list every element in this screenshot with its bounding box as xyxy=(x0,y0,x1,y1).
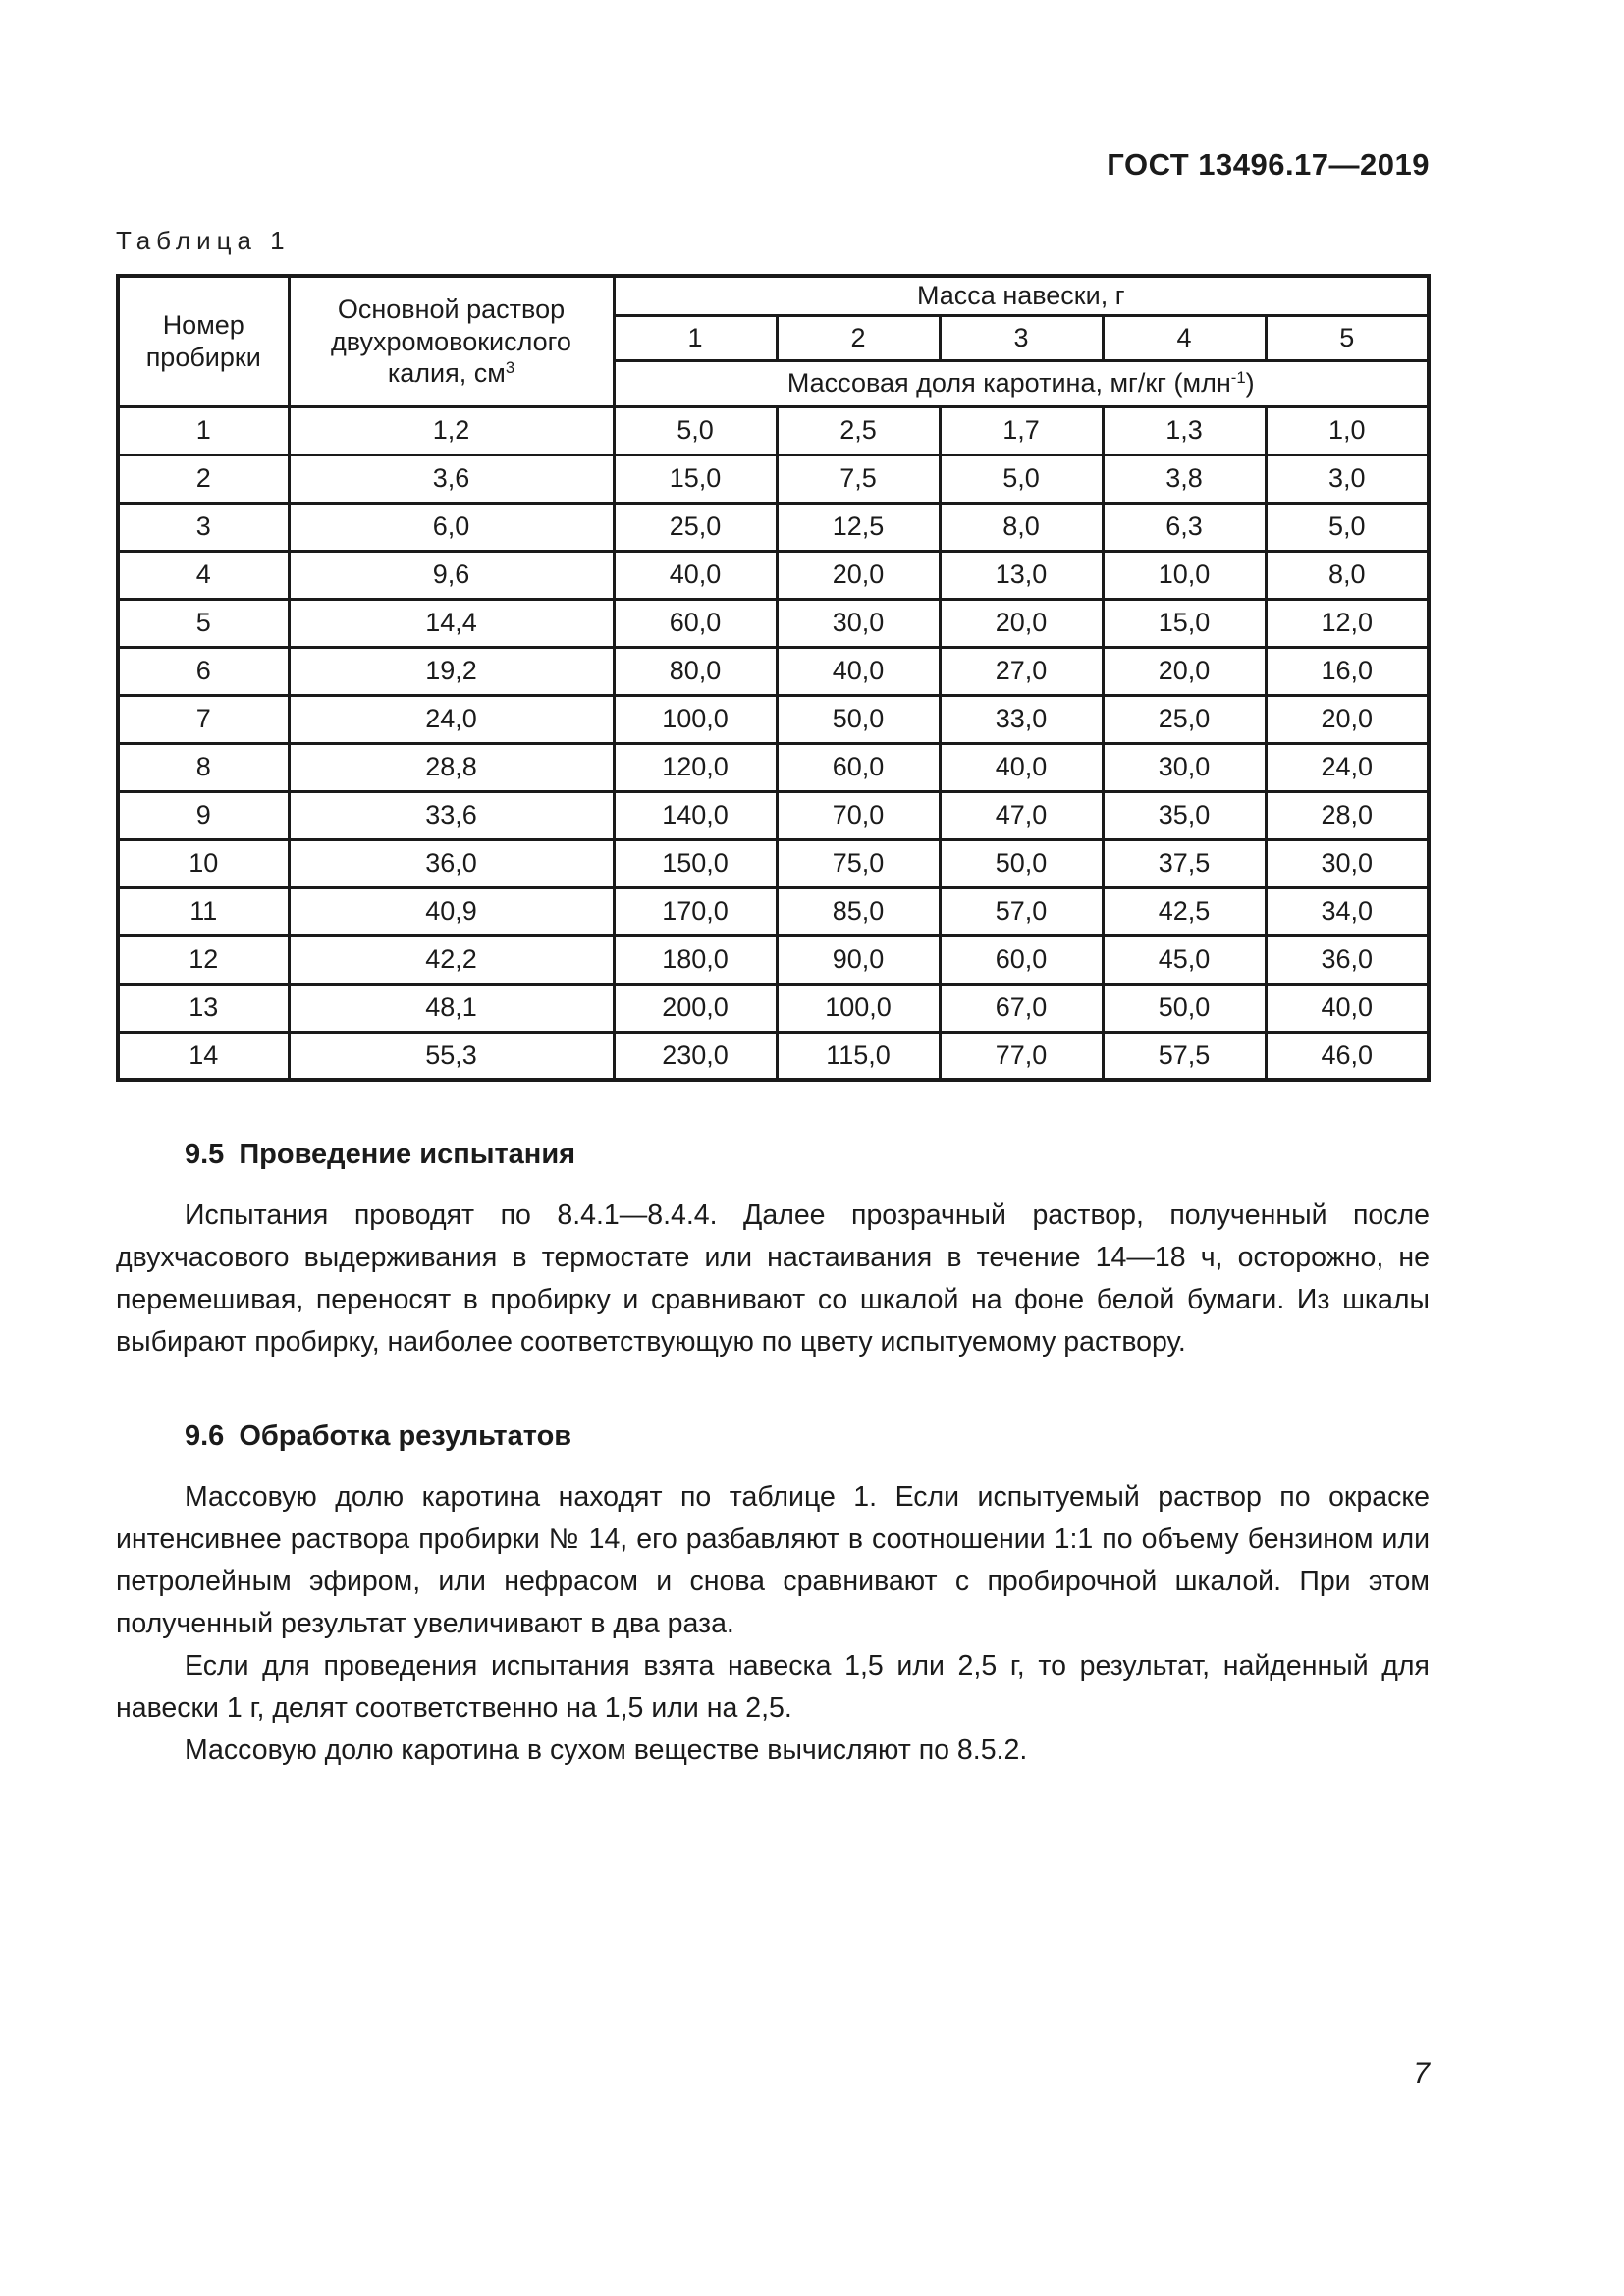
cell-value: 5,0 xyxy=(1266,503,1429,551)
cell-value: 33,6 xyxy=(289,791,614,839)
cell-value: 60,0 xyxy=(940,935,1103,984)
base-solution-text: Основной раствор двухромовокислого калия, см xyxy=(331,294,571,388)
sub-header-carotene xyxy=(614,360,1429,406)
cell-value: 25,0 xyxy=(1103,695,1266,743)
table-row xyxy=(118,1032,1429,1080)
section-9-6-paragraph-2: Если для проведения испытания взята навеска 1,5 или 2,5 г, то результат, найденный для навески 1 г, делят соответственно на 1,5 или на 2,5. xyxy=(116,1650,1430,1724)
cell-value: 5,0 xyxy=(940,454,1103,503)
cell-value: 42,5 xyxy=(1103,887,1266,935)
table-row xyxy=(118,984,1429,1032)
cell-value: 42,2 xyxy=(289,935,614,984)
col-header-mass-3: 3 xyxy=(940,315,1103,360)
cell-tube-number: 6 xyxy=(118,647,289,695)
section-9-6-paragraph-1: Массовую долю каротина находят по таблице 1. Если испытуемый раствор по окраске интенсивнее раствора пробирки № 14, его разбавляют в соотношении 1:1 по объему бензином или петролейным эфиром, или нефрасом и снова сравнивают с пробирочной шкалой. При этом полученный результат увеличивают в два раза. xyxy=(116,1481,1430,1639)
cell-tube-number: 7 xyxy=(118,695,289,743)
cell-value: 40,0 xyxy=(777,647,940,695)
table-row xyxy=(118,791,1429,839)
col-header-mass-1: 1 xyxy=(614,315,777,360)
cell-value: 67,0 xyxy=(940,984,1103,1032)
cell-value: 36,0 xyxy=(1266,935,1429,984)
table-caption xyxy=(116,226,1430,256)
cell-tube-number: 1 xyxy=(118,406,289,454)
section-9-6-title: Обработка результатов xyxy=(239,1420,572,1452)
section-9-6-paragraph-3: Массовую долю каротина в сухом веществе вычисляют по 8.5.2. xyxy=(185,1735,1028,1766)
cell-value: 30,0 xyxy=(1103,743,1266,791)
cell-value: 75,0 xyxy=(777,839,940,887)
section-9-5-title: Проведение испытания xyxy=(239,1139,576,1170)
table-row xyxy=(118,887,1429,935)
cell-value: 9,6 xyxy=(289,551,614,599)
page-number: 7 xyxy=(1413,2057,1430,2090)
col-group-header-mass: Масса навески, г xyxy=(614,276,1429,315)
cell-value: 50,0 xyxy=(940,839,1103,887)
cell-value: 50,0 xyxy=(1103,984,1266,1032)
cell-value: 1,3 xyxy=(1103,406,1266,454)
cell-tube-number: 12 xyxy=(118,935,289,984)
cell-value: 33,0 xyxy=(940,695,1103,743)
cell-value: 24,0 xyxy=(289,695,614,743)
cell-tube-number: 8 xyxy=(118,743,289,791)
cell-value: 12,0 xyxy=(1266,599,1429,647)
cell-value: 48,1 xyxy=(289,984,614,1032)
cell-value: 70,0 xyxy=(777,791,940,839)
section-9-5-paragraph: Испытания проводят по 8.4.1—8.4.4. Далее прозрачный раствор, полученный после двухчасового выдерживания в термостате или настаивания в течение 14—18 ч, осторожно, не перемешивая, переносят в пробирку и сравнивают со шкалой на фоне белой бумаги. Из шкалы выбирают пробирку, наиболее соответствующую по цвету испытуемому раствору. xyxy=(116,1200,1430,1358)
cell-tube-number: 4 xyxy=(118,551,289,599)
table-row xyxy=(118,406,1429,454)
cell-value: 1,7 xyxy=(940,406,1103,454)
cell-value: 45,0 xyxy=(1103,935,1266,984)
cell-value: 1,2 xyxy=(289,406,614,454)
section-9-5-number: 9.5 xyxy=(185,1139,225,1170)
carotene-subheader-text: Массовая доля каротина, мг/кг (млн xyxy=(786,368,1231,399)
cell-value: 10,0 xyxy=(1103,551,1266,599)
cell-value: 37,5 xyxy=(1103,839,1266,887)
cell-value: 8,0 xyxy=(940,503,1103,551)
cell-value: 77,0 xyxy=(940,1032,1103,1080)
section-9-6 xyxy=(116,1420,1430,1772)
cell-value: 1,0 xyxy=(1266,406,1429,454)
cell-value: 6,3 xyxy=(1103,503,1266,551)
cell-value: 20,0 xyxy=(1103,647,1266,695)
table-body xyxy=(118,406,1429,1080)
cell-value: 7,5 xyxy=(777,454,940,503)
cell-tube-number: 11 xyxy=(118,887,289,935)
carotene-subheader-superscript: -1 xyxy=(1230,368,1246,388)
table-row xyxy=(118,839,1429,887)
col-header-tube-number: Номер пробирки xyxy=(118,276,289,406)
cell-tube-number: 3 xyxy=(118,503,289,551)
cell-tube-number: 14 xyxy=(118,1032,289,1080)
base-solution-superscript: 3 xyxy=(505,357,515,377)
col-header-mass-2: 2 xyxy=(777,315,940,360)
cell-value: 180,0 xyxy=(614,935,777,984)
table-header-row-group xyxy=(118,276,1429,315)
cell-value: 57,5 xyxy=(1103,1032,1266,1080)
table-row xyxy=(118,503,1429,551)
cell-value: 170,0 xyxy=(614,887,777,935)
carotene-scale-table xyxy=(116,274,1431,1082)
standard-number: ГОСТ 13496.17—2019 xyxy=(1107,147,1430,182)
table-row xyxy=(118,551,1429,599)
cell-value: 80,0 xyxy=(614,647,777,695)
cell-value: 85,0 xyxy=(777,887,940,935)
section-9-5 xyxy=(116,1139,1430,1363)
table-caption-label: Таблица 1 xyxy=(116,226,291,255)
cell-value: 15,0 xyxy=(614,454,777,503)
cell-value: 20,0 xyxy=(940,599,1103,647)
cell-value: 16,0 xyxy=(1266,647,1429,695)
cell-tube-number: 10 xyxy=(118,839,289,887)
cell-value: 100,0 xyxy=(777,984,940,1032)
cell-value: 40,0 xyxy=(940,743,1103,791)
cell-value: 100,0 xyxy=(614,695,777,743)
cell-value: 35,0 xyxy=(1103,791,1266,839)
col-header-mass-5: 5 xyxy=(1266,315,1429,360)
cell-value: 28,0 xyxy=(1266,791,1429,839)
cell-value: 2,5 xyxy=(777,406,940,454)
cell-value: 140,0 xyxy=(614,791,777,839)
table-row xyxy=(118,695,1429,743)
carotene-subheader-close: ) xyxy=(1245,368,1255,399)
cell-value: 14,4 xyxy=(289,599,614,647)
cell-value: 90,0 xyxy=(777,935,940,984)
cell-tube-number: 13 xyxy=(118,984,289,1032)
document-header xyxy=(116,147,1430,183)
content-area xyxy=(116,0,1430,1772)
cell-value: 34,0 xyxy=(1266,887,1429,935)
cell-value: 28,8 xyxy=(289,743,614,791)
cell-value: 8,0 xyxy=(1266,551,1429,599)
col-header-mass-4: 4 xyxy=(1103,315,1266,360)
section-9-6-heading xyxy=(185,1420,1430,1453)
cell-value: 40,0 xyxy=(614,551,777,599)
cell-value: 60,0 xyxy=(614,599,777,647)
cell-value: 5,0 xyxy=(614,406,777,454)
cell-value: 20,0 xyxy=(1266,695,1429,743)
cell-tube-number: 2 xyxy=(118,454,289,503)
cell-value: 3,8 xyxy=(1103,454,1266,503)
cell-value: 12,5 xyxy=(777,503,940,551)
cell-value: 24,0 xyxy=(1266,743,1429,791)
cell-tube-number: 5 xyxy=(118,599,289,647)
cell-value: 19,2 xyxy=(289,647,614,695)
cell-value: 25,0 xyxy=(614,503,777,551)
cell-value: 230,0 xyxy=(614,1032,777,1080)
cell-value: 30,0 xyxy=(777,599,940,647)
section-9-6-number: 9.6 xyxy=(185,1420,225,1452)
cell-value: 47,0 xyxy=(940,791,1103,839)
cell-value: 115,0 xyxy=(777,1032,940,1080)
cell-value: 3,6 xyxy=(289,454,614,503)
cell-value: 36,0 xyxy=(289,839,614,887)
cell-value: 55,3 xyxy=(289,1032,614,1080)
cell-value: 6,0 xyxy=(289,503,614,551)
cell-value: 60,0 xyxy=(777,743,940,791)
cell-tube-number: 9 xyxy=(118,791,289,839)
cell-value: 3,0 xyxy=(1266,454,1429,503)
cell-value: 40,9 xyxy=(289,887,614,935)
cell-value: 50,0 xyxy=(777,695,940,743)
cell-value: 46,0 xyxy=(1266,1032,1429,1080)
table-row xyxy=(118,743,1429,791)
cell-value: 200,0 xyxy=(614,984,777,1032)
col-header-base-solution xyxy=(289,276,614,406)
cell-value: 120,0 xyxy=(614,743,777,791)
table-header xyxy=(118,276,1429,406)
section-9-5-heading xyxy=(185,1139,1430,1171)
cell-value: 13,0 xyxy=(940,551,1103,599)
table-row xyxy=(118,454,1429,503)
cell-value: 15,0 xyxy=(1103,599,1266,647)
cell-value: 40,0 xyxy=(1266,984,1429,1032)
table-row xyxy=(118,599,1429,647)
cell-value: 57,0 xyxy=(940,887,1103,935)
cell-value: 150,0 xyxy=(614,839,777,887)
cell-value: 20,0 xyxy=(777,551,940,599)
cell-value: 30,0 xyxy=(1266,839,1429,887)
table-row xyxy=(118,935,1429,984)
table-row xyxy=(118,647,1429,695)
cell-value: 27,0 xyxy=(940,647,1103,695)
